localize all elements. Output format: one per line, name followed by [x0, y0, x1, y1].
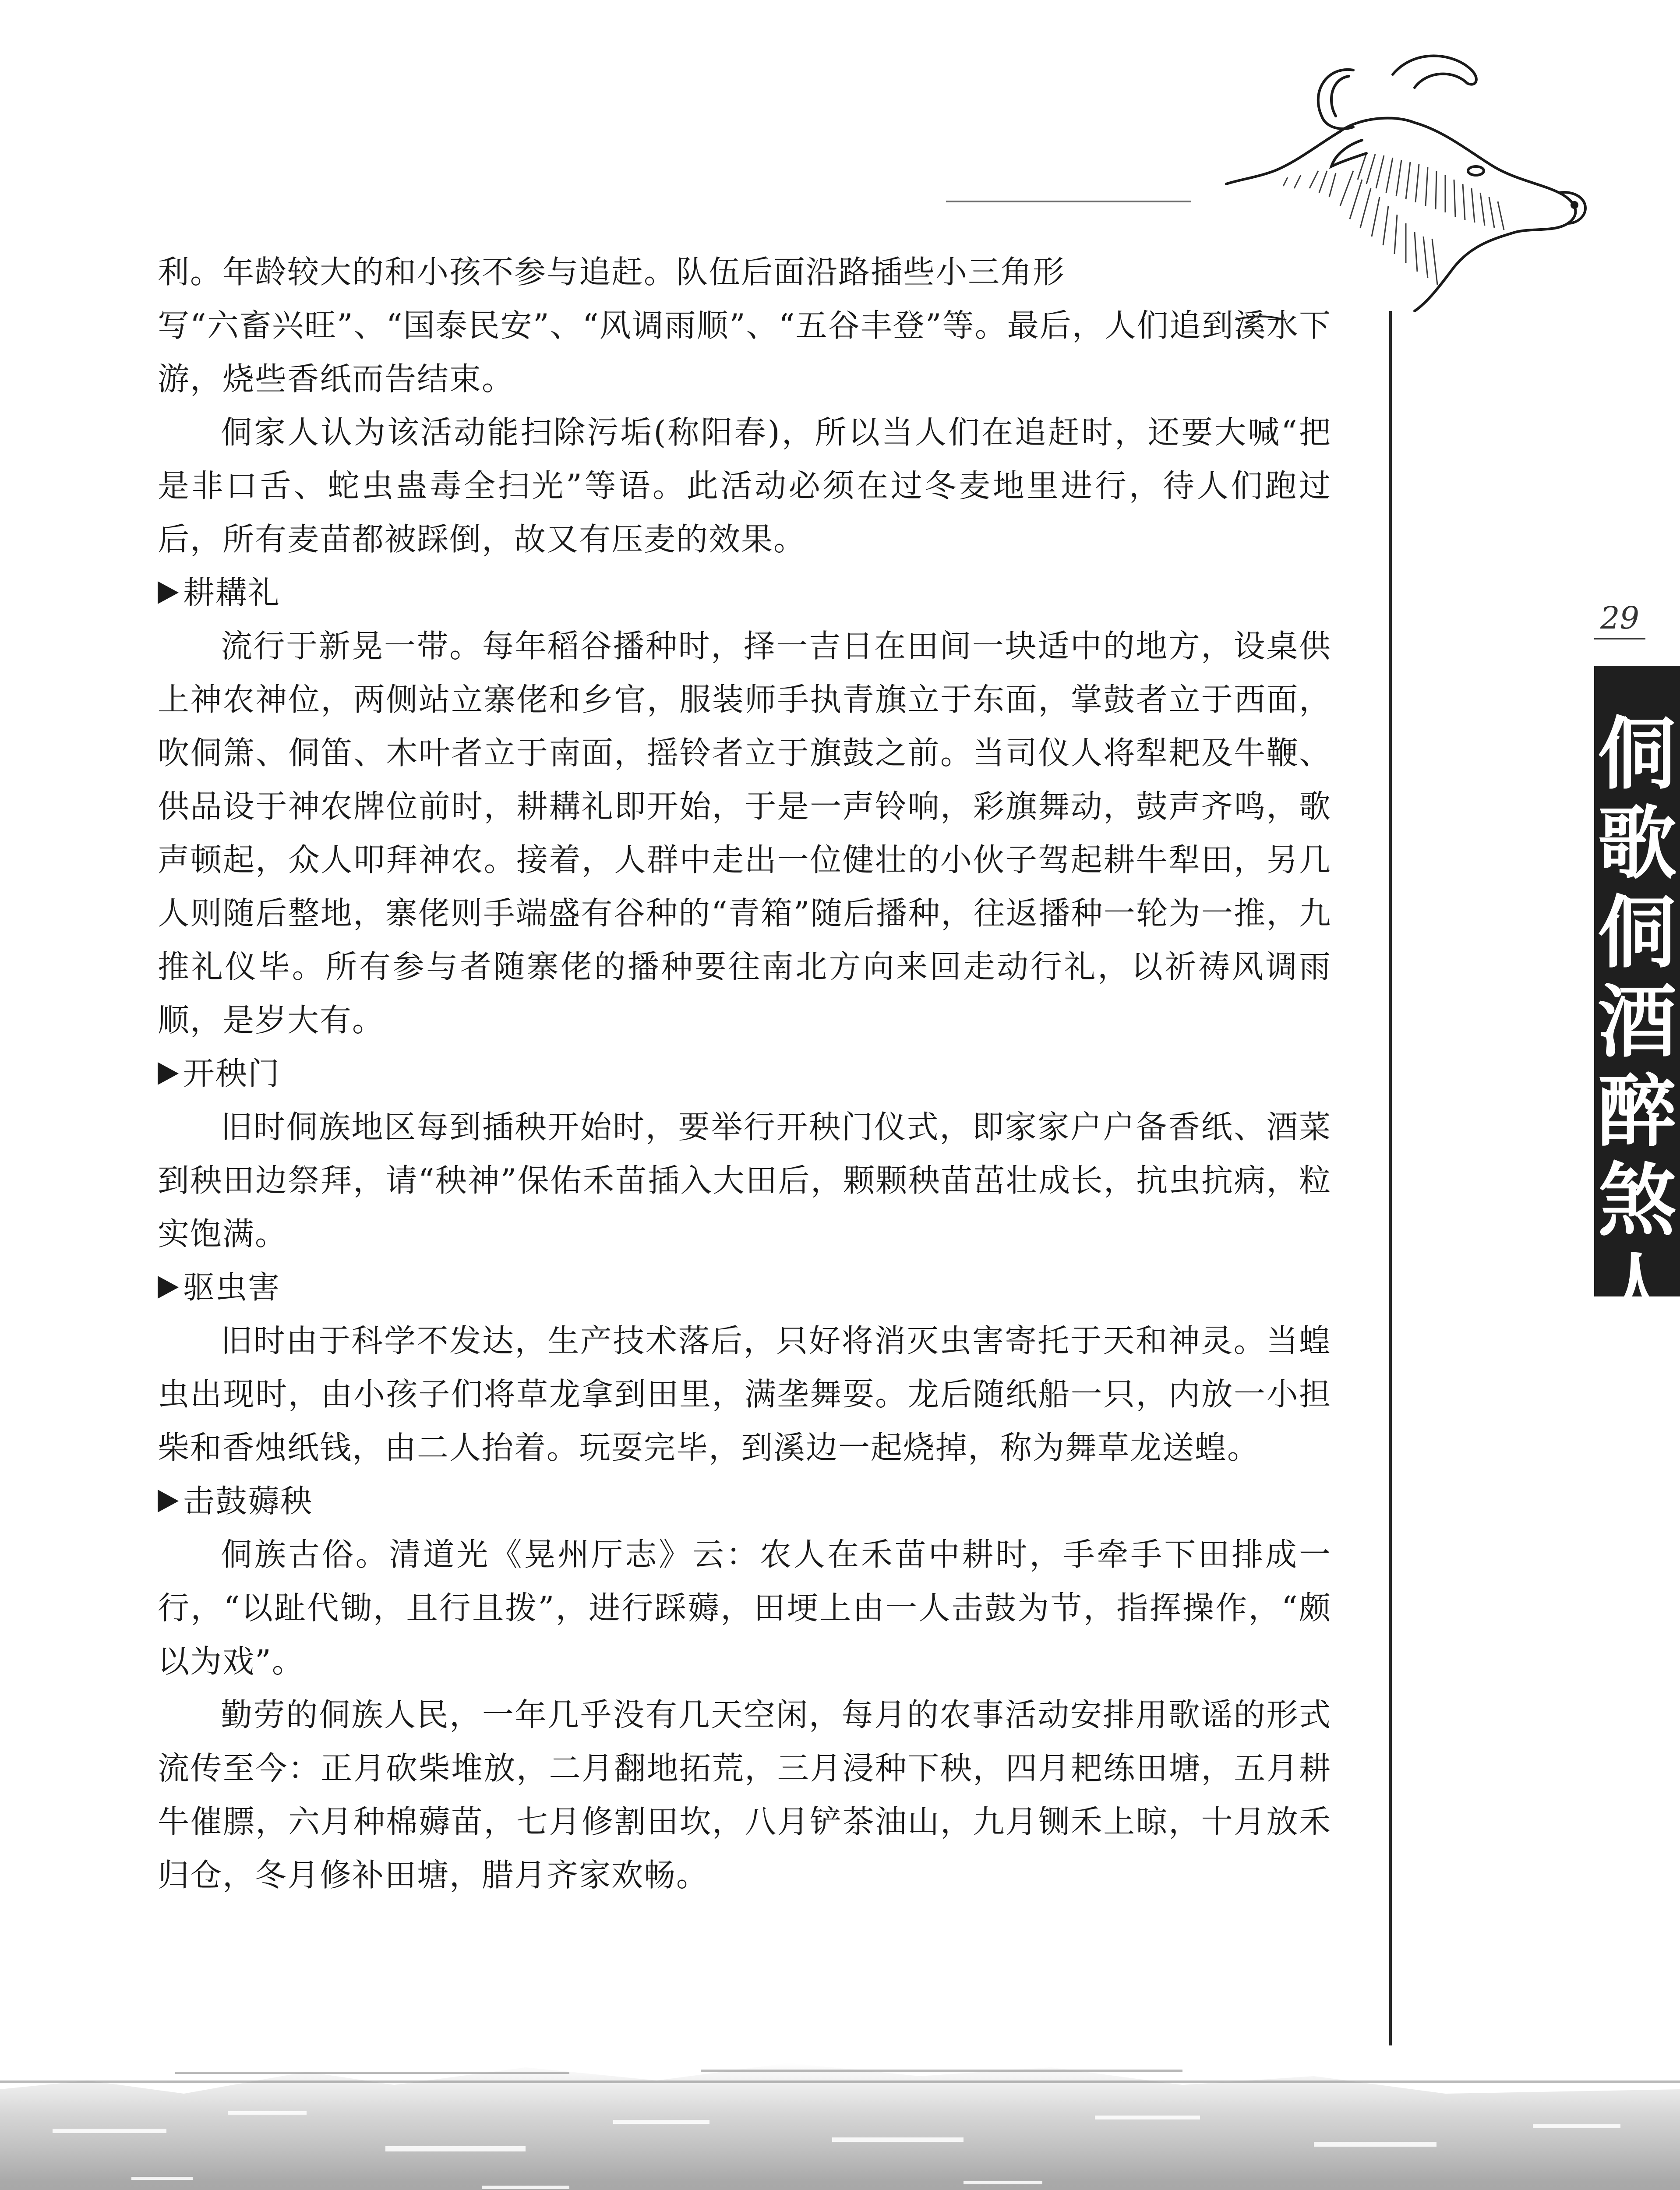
section-heading-gengji: [158, 566, 1331, 619]
section-heading-label: 开秧门: [183, 1055, 281, 1092]
book-title-char: 煞: [1597, 1155, 1676, 1247]
paragraph: 旧时侗族地区每到插秧开始时，要举行开秧门仪式，即家家户户备香纸、酒菜到秧田边祭拜，请“秧神”保佑禾苗插入大田后，颗颗秧苗茁壮成长，抗虫抗病，粒实饱满。: [158, 1109, 1331, 1252]
paragraph: 勤劳的侗族人民，一年几乎没有几天空闲，每月的农事活动安排用歌谣的形式流传至今：正月砍柴堆放，二月翻地拓荒，三月浸种下秧，四月耙练田塘，五月耕牛催膘，六月种棉薅苗，七月修割田坎，八月铲茶油山，九月铡禾上晾，十月放禾归仓，冬月修补田塘，腊月齐家欢畅。: [158, 1696, 1331, 1893]
paragraph: 写“六畜兴旺”、“国泰民安”、“风调雨顺”、“五谷丰登”等。最后，人们追到溪水下游，烧些香纸而告结束。: [158, 307, 1331, 397]
book-title-char: 醉: [1597, 1065, 1676, 1158]
section-heading-label: 击鼓薅秧: [183, 1483, 313, 1519]
page-number: 29: [1594, 600, 1645, 639]
brush-texture-band: [0, 1980, 1680, 2190]
paragraph: 流行于新晃一带。每年稻谷播种时，择一吉日在田间一块适中的地方，设桌供上神农神位，两侧站立寨佬和乡官，服装师手执青旗立于东面，掌鼓者立于西面，吹侗箫、侗笛、木叶者立于南面，摇铃者立于旗鼓之前。当司仪人将犁耙及牛鞭、供品设于神农牌位前时，耕耩礼即开始，于是一声铃响，彩旗舞动，鼓声齐鸣，歌声顿起，众人叩拜神农。接着，人群中走出一位健壮的小伙子驾起耕牛犁田，另几人则随后整地，寨佬则手端盛有谷种的“青箱”随后播种，往返播种一轮为一推，九推礼仪毕。所有参与者随寨佬的播种要往南北方向来回走动行礼，以祈祷风调雨顺，是岁大有。: [158, 628, 1331, 1038]
triangle-bullet-icon: [158, 1490, 179, 1512]
section-heading-jigu: [158, 1474, 1331, 1528]
section-heading-label: 耕耩礼: [183, 574, 281, 611]
main-text: [158, 245, 1331, 1902]
section-heading-kaiyang: [158, 1047, 1331, 1100]
section-heading-label: 驱虫害: [183, 1269, 281, 1306]
triangle-bullet-icon: [158, 1062, 179, 1085]
paragraph: 利。年龄较大的和小孩不参与追赶。队伍后面沿路插些小三角形: [158, 254, 1066, 290]
paragraph: 侗族古俗。清道光《晃州厅志》云：农人在禾苗中耕时，手牵手下田排成一行，“以趾代锄，且行且拨”，进行踩薅，田埂上由一人击鼓为节，指挥操作，“颇以为戏”。: [158, 1536, 1331, 1680]
book-title-bar: [1594, 666, 1680, 1336]
section-heading-quchong: [158, 1261, 1331, 1314]
book-title-char: 人: [1597, 1244, 1676, 1336]
paragraph: 旧时由于科学不发达，生产技术落后，只好将消灭虫害寄托于天和神灵。当蝗虫出现时，由小孩子们将草龙拿到田里，满垄舞耍。龙后随纸船一只，内放一小担柴和香烛纸钱，由二人抬着。玩耍完毕，到溪边一起烧掉，称为舞草龙送蝗。: [158, 1322, 1331, 1466]
paragraph: 侗家人认为该活动能扫除污垢(称阳春)，所以当人们在追赶时，还要大喊“把是非口舌、蛇虫蛊毒全扫光”等语。此活动必须在过冬麦地里进行，待人们跑过后，所有麦苗都被踩倒，故又有压麦的效果。: [158, 414, 1331, 558]
triangle-bullet-icon: [158, 1276, 179, 1299]
book-title-char: 侗: [1597, 887, 1676, 979]
header-rule: [946, 201, 1191, 202]
book-title-char: 歌: [1597, 797, 1676, 890]
side-rule: [1389, 311, 1392, 2045]
book-title-char: 侗: [1597, 708, 1676, 800]
book-title-char: 酒: [1597, 976, 1676, 1068]
triangle-bullet-icon: [158, 581, 179, 604]
